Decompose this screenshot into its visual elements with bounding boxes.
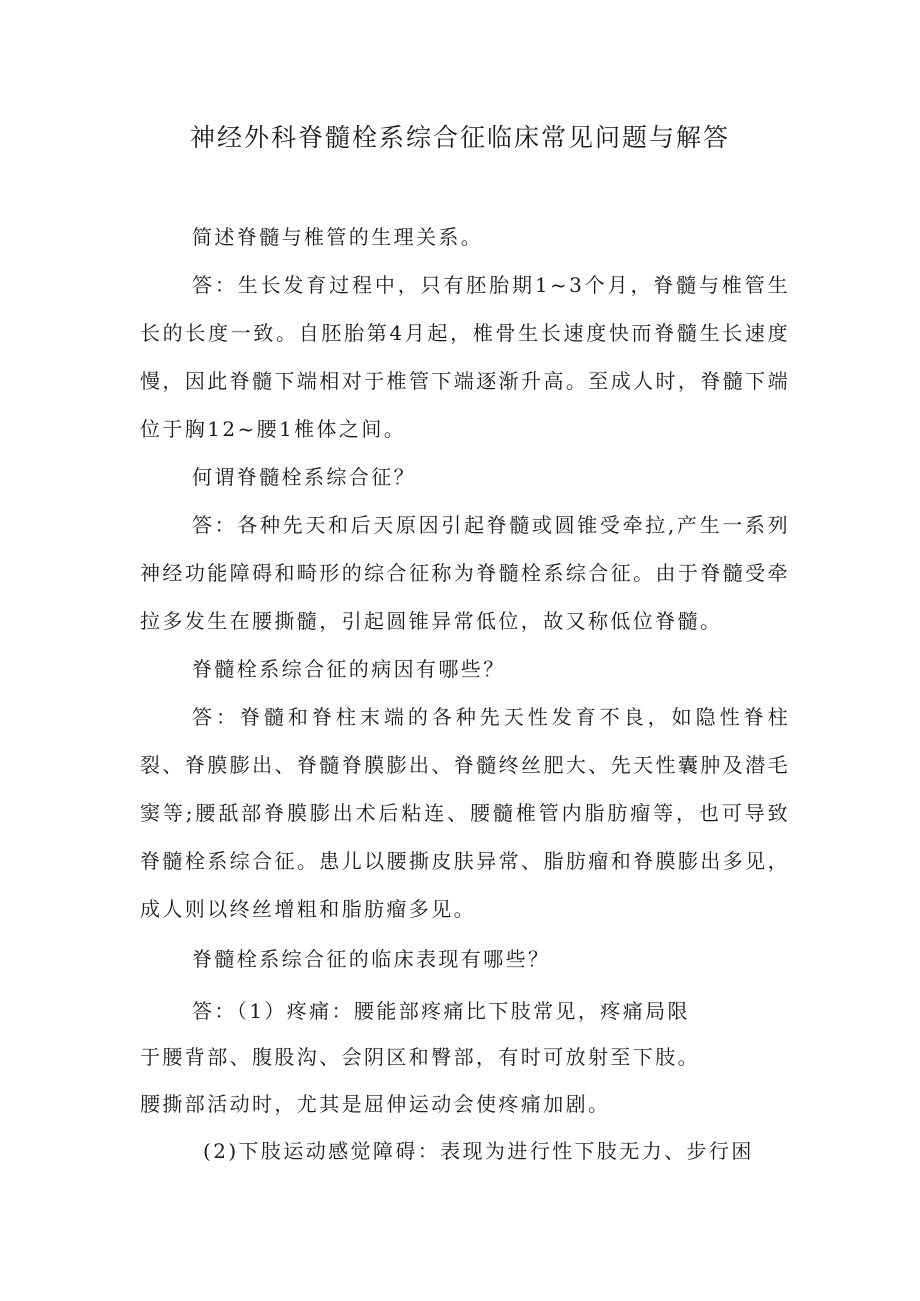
question-3: 脊髓栓系综合征的病因有哪些？ [192,657,506,681]
answer-4-line-4: (2)下肢运动感觉障碍：表现为进行性下肢无力、步行困 [203,1139,754,1163]
question-2: 何谓脊髓栓系综合征？ [192,465,416,489]
answer-4-line-1: 答：（1）疼痛：腰能部疼痛比下肢常见，疼痛局限 [192,999,690,1023]
answer-4-line-2: 于腰背部、腹股沟、会阴区和臀部，有时可放射至下肢。 [140,1045,700,1069]
answer-4-line-3: 腰撕部活动时，尤其是屈伸运动会使疼痛加剧。 [140,1092,611,1116]
answer-3: 答：脊髓和脊柱末端的各种先天性发育不良，如隐性脊柱裂、脊膜膨出、脊髓脊膜膨出、脊髓终丝肥大、先天性囊肿及潜毛窦等;腰舐部脊膜膨出术后粘连、腰髓椎管内脂肪瘤等，也可导致脊髓栓系综合征。患儿以腰撕皮肤异常、脂肪瘤和脊膜膨出多见，成人则以终丝增粗和脂肪瘤多见。 [140,705,790,921]
question-1: 简述脊髓与椎管的生理关系。 [192,225,484,249]
answer-2: 答：各种先天和后天原因引起脊髓或圆锥受牵拉,产生一系列神经功能障碍和畸形的综合征称为脊髓栓系综合征。由于脊髓受牵拉多发生在腰撕髓，引起圆锥异常低位，故又称低位脊髓。 [140,513,790,633]
answer-1: 答：生长发育过程中，只有胚胎期1~3个月，脊髓与椎管生长的长度一致。自胚胎第4月起，椎骨生长速度快而脊髓生长速度慢，因此脊髓下端相对于椎管下端逐渐升高。至成人时，脊髓下端位于胸12~腰1椎体之间。 [140,273,790,441]
question-4: 脊髓栓系综合征的临床表现有哪些？ [192,947,551,971]
document-title: 神经外科脊髓栓系综合征临床常见问题与解答 [189,123,730,152]
